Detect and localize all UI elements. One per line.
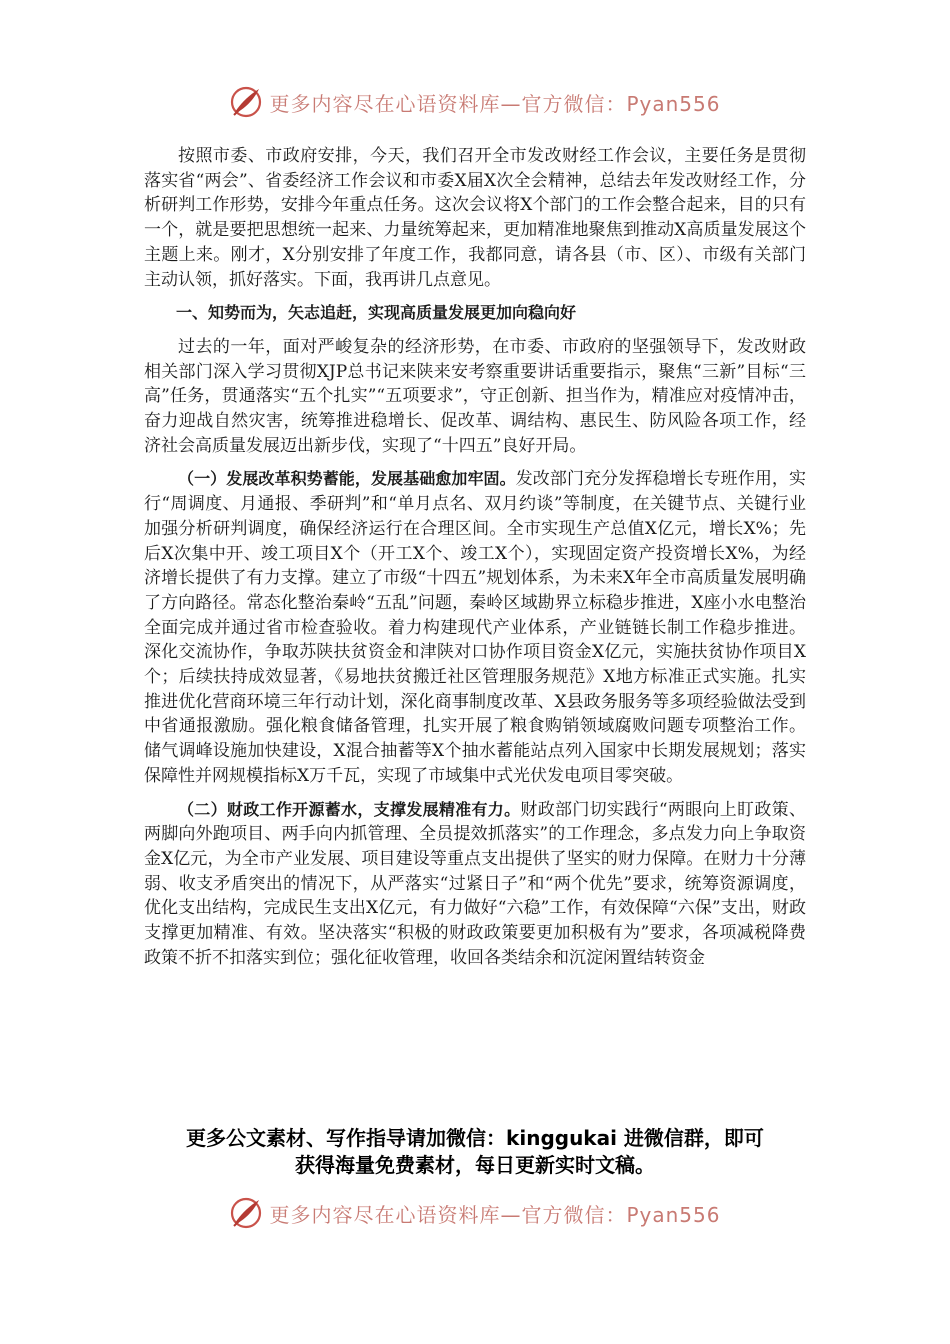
quill-pen-logo-icon [229,1196,263,1230]
ad-notice-line-1: 更多公文素材、写作指导请加微信：kinggukai 进微信群，即可 [186,1126,764,1150]
subsection-body-1: 发改部门充分发挥稳增长专班作用，实行“周调度、月通报、季研判”和“单月点名、双月约谈”等制度，在关键节点、关键行业加强分析研判调度，确保经济运行在合理区间。全市实现生产总值X亿元，增长X%；先后X次集中开、竣工项目X个（开工X个、竣工X个），实现固定资产投资增长X%，为经济增长提供了有力支撑。建立了市级“十四五”规划体系，为未来X年全市高质量发展明确了方向路径。常态化整治秦岭“五乱”问题，秦岭区域勘界立标稳步推进，X座小水电整治全面完成并通过省市检查验收。着力构建现代产业体系，产业链链长制工作稳步推进。深化交流协作，争取苏陕扶贫资金和津陕对口协作项目资金X亿元，实施扶贫协作项目X个；后续扶持成效显著，《易地扶贫搬迁社区管理服务规范》X地方标准正式实施。扎实推进优化营商环境三年行动计划，深化商事制度改革、X县政务服务等多项经验做法受到中省通报激励。强化粮食储备管理，扎实开展了粮食购销领域腐败问题专项整治工作。储气调峰设施加快建设，X混合抽蓄等X个抽水蓄能站点列入国家中长期发展规划；落实保障性并网规模指标X万千瓦，实现了市域集中式光伏发电项目零突破。 [144,469,806,786]
ad-notice [0,1125,950,1179]
subsection-finance-paragraph [144,798,806,971]
footer-banner [0,1193,950,1233]
subsection-heading-2: （二）财政工作开源蓄水，支撑发展精准有力。 [178,799,521,819]
quill-pen-logo-icon [229,85,263,119]
subsection-reform-paragraph [144,467,806,788]
subsection-body-2: 财政部门切实践行“两眼向上盯政策、两脚向外跑项目、两手向内抓管理、全员提效抓落实”的工作理念，多点发力向上争取资金X亿元，为全市产业发展、项目建设等重点支出提供了坚实的财力保障。在财力十分薄弱、收支矛盾突出的情况下，从严落实“过紧日子”和“两个优先”要求，统筹资源调度，优化支出结构，完成民生支出X亿元，有力做好“六稳”工作，有效保障“六保”支出，财政支撑更加精准、有效。坚决落实“积极的财政政策要更加积极有为”要求，各项减税降费政策不折不扣落实到位；强化征收管理，收回各类结余和沉淀闲置结转资金 [144,799,806,968]
header-banner-text: 更多内容尽在心语资料库—官方微信：Pyan556 [269,91,721,116]
ad-notice-line-2: 获得海量免费素材，每日更新实时文稿。 [295,1153,655,1177]
intro-paragraph: 按照市委、市政府安排，今天，我们召开全市发改财经工作会议，主要任务是贯彻落实省“两会”、省委经济工作会议和市委X届X次全会精神，总结去年发改财经工作，分析研判工作形势，安排今年重点任务。这次会议将X个部门的工作会整合起来，目的只有一个，就是要把思想统一起来、力量统筹起来，更加精准地聚焦到推动X高质量发展这个主题上来。刚才，X分别安排了年度工作，我都同意，请各县（市、区）、市级有关部门主动认领，抓好落实。下面，我再讲几点意见。 [144,146,806,290]
subsection-heading-1: （一）发展改革积势蓄能，发展基础愈加牢固。 [178,469,516,489]
document-body [144,144,806,971]
review-paragraph: 过去的一年，面对严峻复杂的经济形势，在市委、市政府的坚强领导下，发改财政相关部门深入学习贯彻XJP总书记来陕来安考察重要讲话重要指示，聚焦“三新”目标“三高”任务，贯通落实“五个扎实”“五项要求”，守正创新、担当作为，精准应对疫情冲击，奋力迎战自然灾害，统筹推进稳增长、促改革、调结构、惠民生、防风险各项工作，经济社会高质量发展迈出新步伐，实现了“十四五”良好开局。 [144,336,806,456]
header-banner [0,82,950,122]
section-heading-1: 一、知势而为，矢志追赶，实现高质量发展更加向稳向好 [176,303,577,323]
footer-banner-text: 更多内容尽在心语资料库—官方微信：Pyan556 [269,1202,721,1227]
